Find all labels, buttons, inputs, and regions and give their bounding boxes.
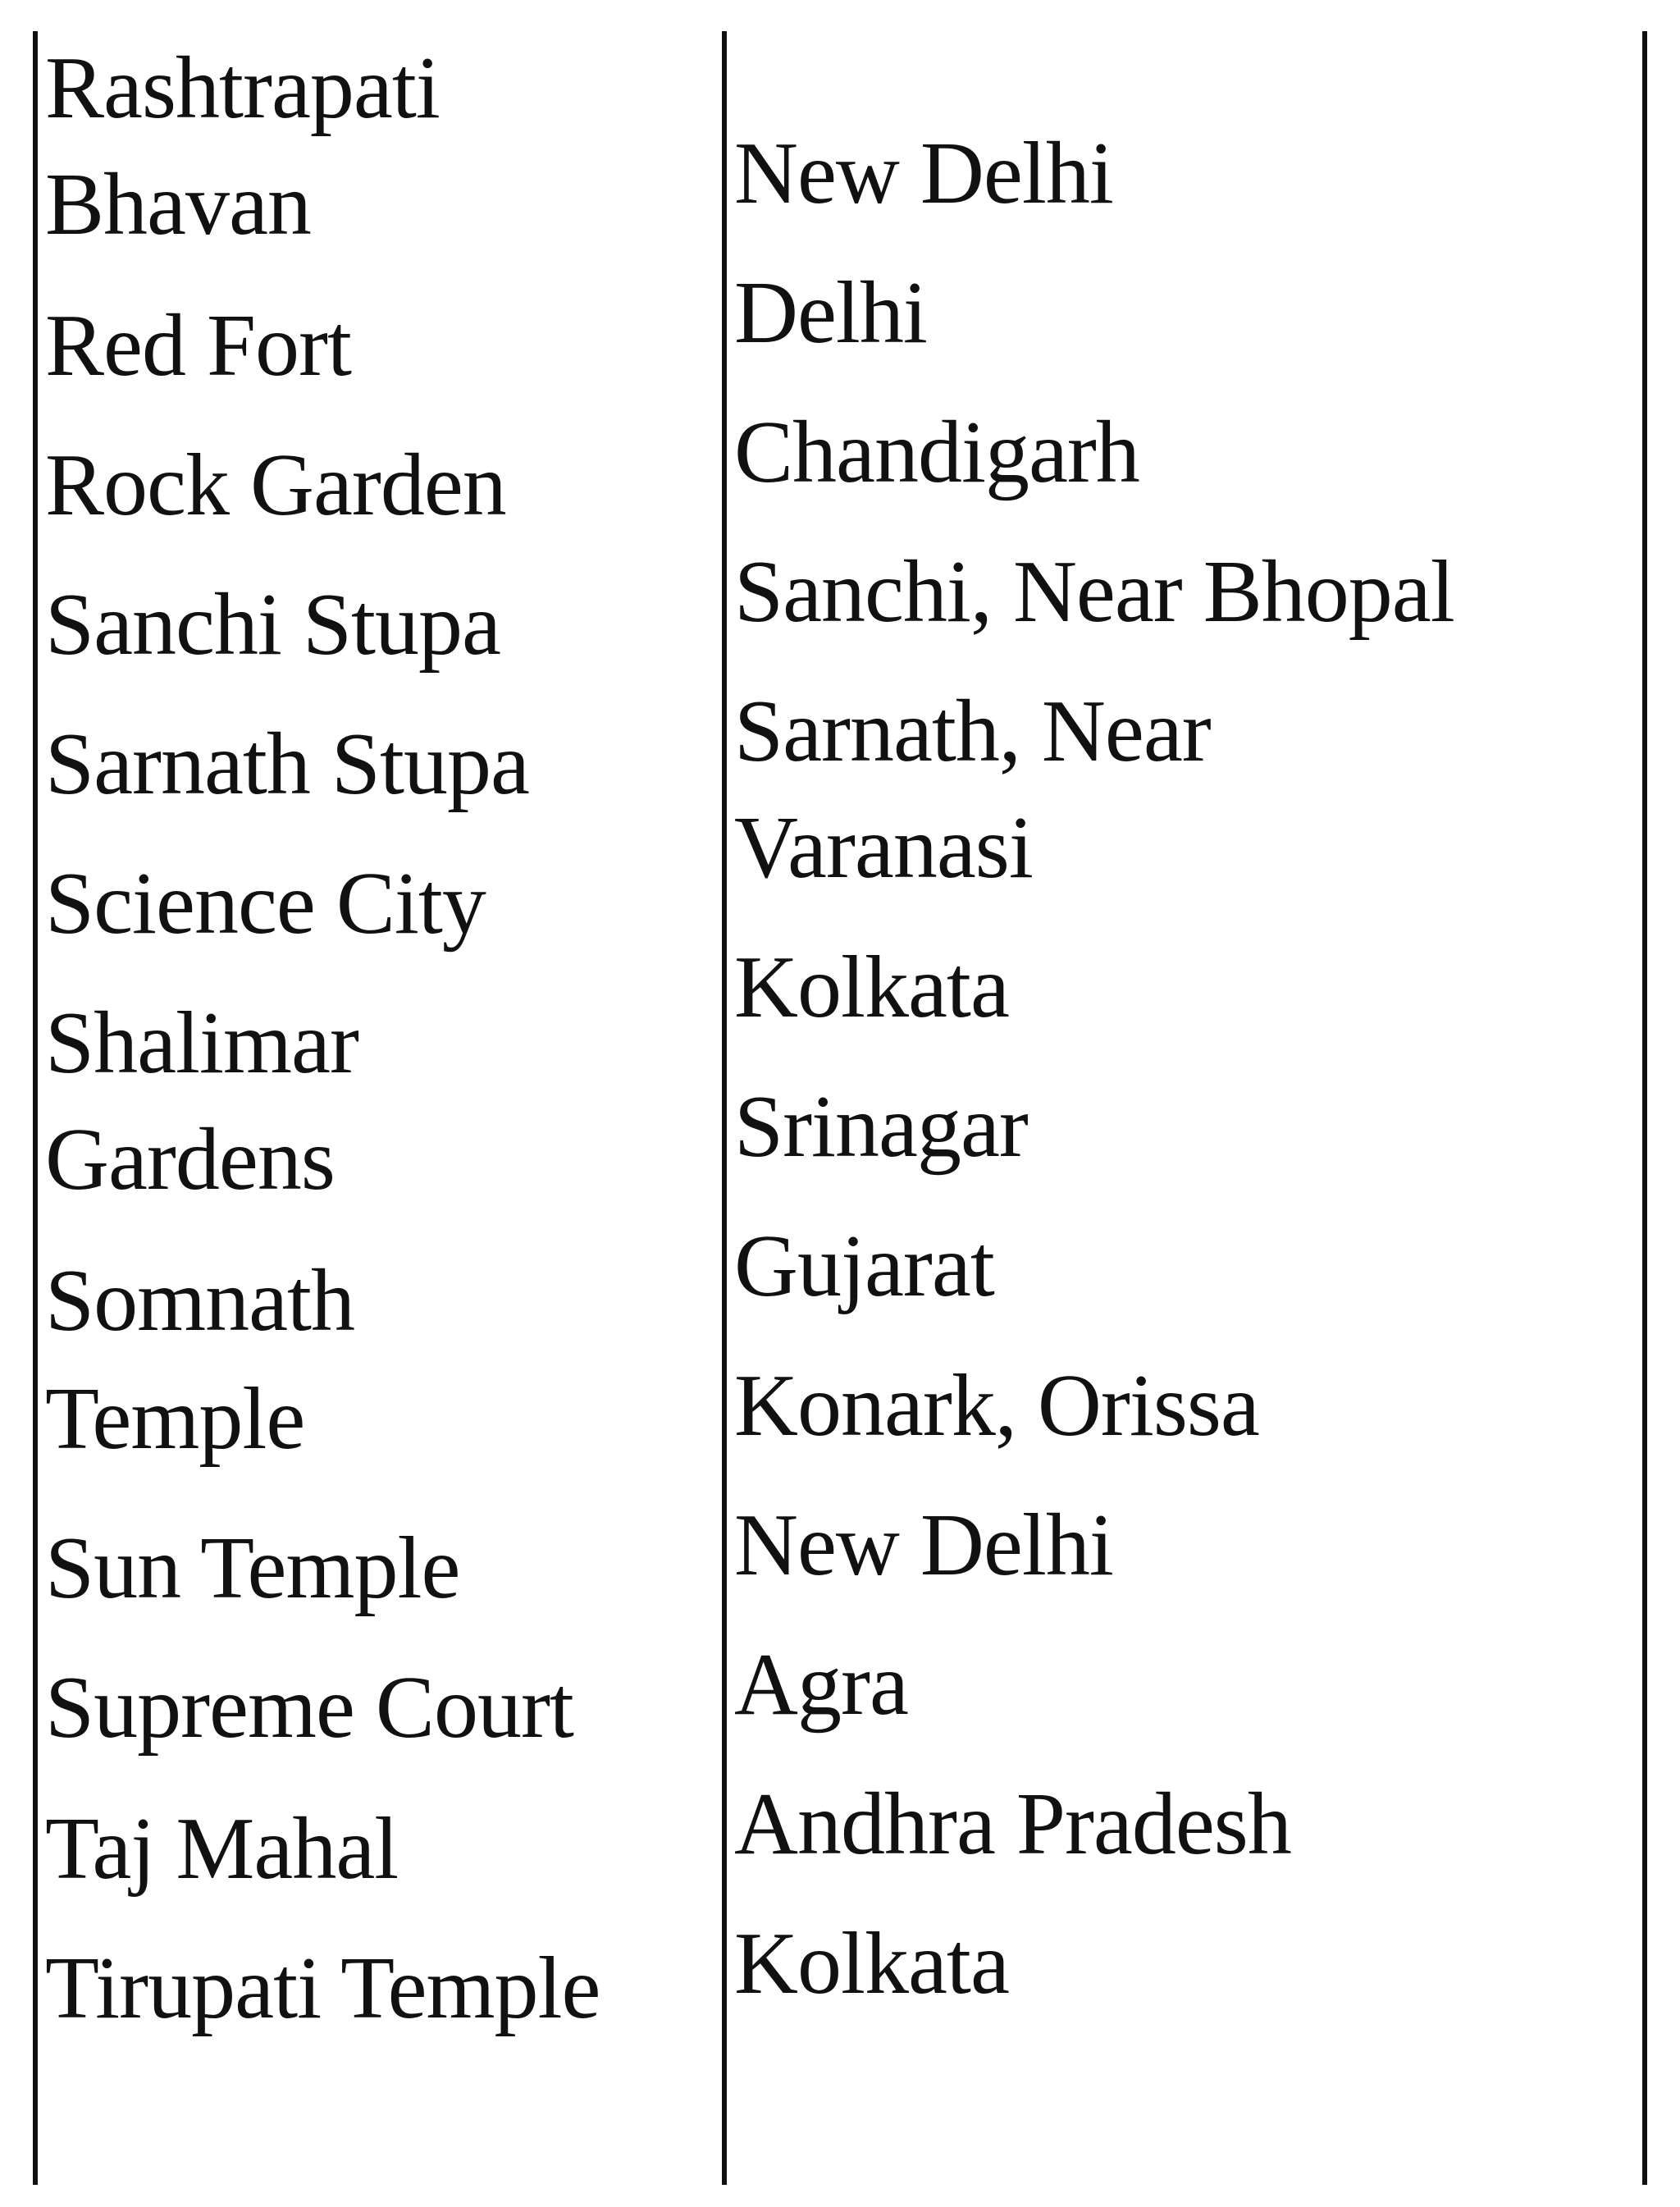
location-cell: Gujarat bbox=[734, 1218, 994, 1315]
monument-cell: Temple bbox=[45, 1370, 305, 1468]
location-cell: Delhi bbox=[734, 264, 927, 362]
location-cell: Srinagar bbox=[734, 1078, 1028, 1176]
monument-cell: Sanchi Stupa bbox=[45, 576, 500, 674]
location-cell: Varanasi bbox=[734, 799, 1033, 897]
monument-cell: Bhavan bbox=[45, 156, 311, 254]
location-cell: Konark, Orissa bbox=[734, 1357, 1259, 1455]
monument-cell: Shalimar bbox=[45, 994, 358, 1092]
location-cell: New Delhi bbox=[734, 1496, 1113, 1594]
monument-cell: Science City bbox=[45, 855, 486, 953]
location-cell: Kolkata bbox=[734, 1915, 1009, 2013]
location-cell: Andhra Pradesh bbox=[734, 1775, 1291, 1873]
location-cell: Sarnath, Near bbox=[734, 683, 1211, 780]
monument-cell: Somnath bbox=[45, 1252, 355, 1350]
location-cell: Sanchi, Near Bhopal bbox=[734, 543, 1454, 641]
location-cell: New Delhi bbox=[734, 125, 1113, 222]
monument-cell: Sarnath Stupa bbox=[45, 715, 529, 813]
location-cell: Agra bbox=[734, 1636, 908, 1734]
monument-cell: Red Fort bbox=[45, 297, 352, 395]
monument-cell: Rock Garden bbox=[45, 436, 506, 534]
monument-cell: Supreme Court bbox=[45, 1659, 573, 1757]
left-border-line bbox=[33, 31, 38, 2185]
monument-cell: Gardens bbox=[45, 1111, 335, 1209]
location-cell: Kolkata bbox=[734, 939, 1009, 1036]
monument-cell: Sun Temple bbox=[45, 1519, 460, 1617]
monument-cell: Tirupati Temple bbox=[45, 1940, 600, 2037]
column-divider-line bbox=[722, 31, 727, 2185]
right-border-line bbox=[1642, 31, 1647, 2185]
monument-cell: Taj Mahal bbox=[45, 1800, 399, 1898]
monument-cell: Rashtrapati bbox=[45, 39, 440, 137]
location-cell: Chandigarh bbox=[734, 404, 1139, 501]
